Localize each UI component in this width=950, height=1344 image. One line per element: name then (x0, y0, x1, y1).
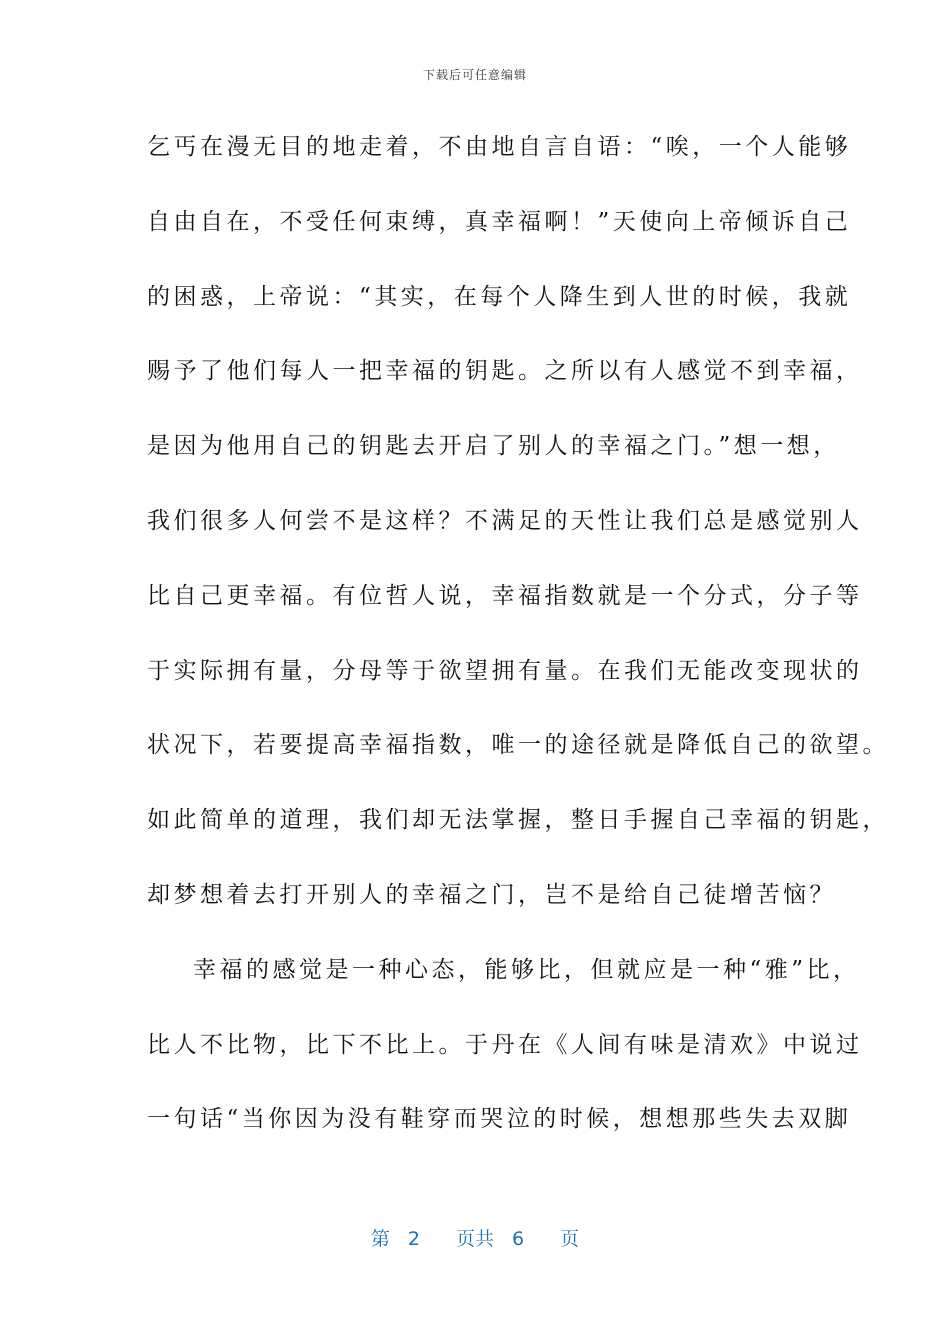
text-line: 状况下，若要提高幸福指数，唯一的途径就是降低自己的欲望。 (147, 732, 889, 759)
text-line: 却梦想着去打开别人的幸福之门，岂不是给自己徒增苦恼？ (147, 881, 836, 908)
text-line: 如此简单的道理，我们却无法掌握，整日手握自己幸福的钥匙， (147, 807, 889, 834)
text-line: 我们很多人何尝不是这样？不满足的天性让我们总是感觉别人 (147, 507, 863, 534)
text-line: 是因为他用自己的钥匙去开启了别人的幸福之门。”想一想， (147, 433, 840, 460)
text-line: 一句话“当你因为没有鞋穿而哭泣的时候，想想那些失去双脚 (147, 1106, 852, 1133)
page-footer (0, 1224, 950, 1251)
page-label-mid: 页共 (455, 1228, 494, 1250)
text-line: 于实际拥有量，分母等于欲望拥有量。在我们无能改变现状的 (147, 657, 863, 684)
page-label-prefix: 第 (370, 1228, 390, 1250)
total-page-number: 6 (512, 1228, 525, 1250)
text-line: 比自己更幸福。有位哲人说，幸福指数就是一个分式，分子等 (147, 582, 863, 609)
text-line: 赐予了他们每人一把幸福的钥匙。之所以有人感觉不到幸福， (147, 358, 863, 385)
text-line: 乞丐在漫无目的地走着，不由地自言自语：“唉，一个人能够 (147, 134, 852, 160)
page-label-suffix: 页 (560, 1228, 580, 1250)
text-line: 比人不比物，比下不比上。于丹在《人间有味是清欢》中说过 (147, 1031, 863, 1058)
current-page-number: 2 (407, 1228, 420, 1250)
page-header: 下载后可任意编辑 (422, 68, 527, 82)
paragraph-start-line: 幸福的感觉是一种心态，能够比，但就应是一种“雅”比， (193, 956, 860, 983)
text-line: 自由自在，不受任何束缚，真幸福啊！”天使向上帝倾诉自己 (147, 208, 852, 235)
document-body (147, 121, 889, 1168)
text-line: 的困惑，上帝说：“其实，在每个人降生到人世的时候，我就 (147, 283, 852, 310)
